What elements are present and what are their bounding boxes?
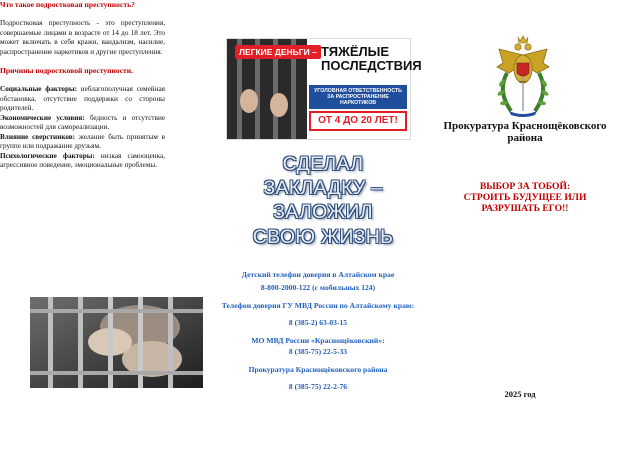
slogan-line4: СВОЮ ЖИЗНЬ xyxy=(252,225,394,248)
org-line1: Прокуратура Краснощёковского xyxy=(443,120,607,132)
choice-line2: СТРОИТЬ БУДУЩЕЕ ИЛИ xyxy=(463,192,587,204)
economic-factors xyxy=(0,114,165,133)
helpline-contacts xyxy=(218,270,418,392)
psych-label: Психологические факторы: xyxy=(0,151,95,160)
drug-warning-banner xyxy=(226,38,422,140)
years-label: ОТ 4 ДО 20 ЛЕТ! xyxy=(309,111,407,131)
peer-influence xyxy=(0,133,165,152)
jail-bars-photo xyxy=(30,297,203,388)
mvd-title: Телефон доверия ГУ МВД России по Алтайскому краю: xyxy=(221,300,415,310)
criminal-liability-label: УГОЛОВНАЯ ОТВЕТСТВЕННОСТЬ ЗА РАСПРОСТРАНЕНИЕ НАРКОТИКОВ xyxy=(309,85,407,109)
choice-line1: ВЫБОР ЗА ТОБОЙ: xyxy=(479,181,571,192)
slogan xyxy=(248,152,398,249)
slogan-line1: СДЕЛАЛ xyxy=(282,153,364,175)
mvd-phone: 8 (385-2) 63-03-15 xyxy=(288,318,348,328)
local-mvd-title: МО МВД России «Краснощёковский»: xyxy=(251,335,385,345)
social-text: неблагополучная семейная обстановка, отсутствие поддержки со стороны родителей. xyxy=(0,85,165,113)
economic-label: Экономические условия: xyxy=(0,113,85,122)
left-column xyxy=(0,0,165,171)
prosecutor-phone: 8 (385-75) 22-2-76 xyxy=(288,382,348,392)
economic-text: бедность и отсутствие возможностей для самореализации. xyxy=(0,113,166,132)
choice-line3: РАЗРУШАТЬ ЕГО!! xyxy=(481,203,569,215)
prosecutor-title: Прокуратура Краснощёковского района xyxy=(248,364,388,374)
year-label: 2025 год xyxy=(504,389,536,399)
psych-text: низкая самооценка, агрессивное поведение, эмоциональные проблемы. xyxy=(0,151,165,170)
easy-money-label: ЛЕГКИЕ ДЕНЬГИ – xyxy=(235,45,321,59)
social-label: Социальные факторы: xyxy=(0,85,77,94)
prosecutor-emblem-icon xyxy=(493,33,553,119)
choice-slogan xyxy=(440,181,610,214)
child-line-phone: 8-800-2000-122 (с мобильных 124) xyxy=(260,283,376,293)
heavy-line1: ТЯЖЁЛЫЕ xyxy=(321,44,390,59)
org-title xyxy=(430,121,620,144)
slogan-line3: ЗАЛОЖИЛ xyxy=(273,201,373,224)
peers-text: желание быть принятым в группе или подражание друзьям. xyxy=(0,132,166,151)
social-factors xyxy=(0,85,165,114)
heavy-line2: ПОСЛЕДСТВИЯ xyxy=(321,57,422,73)
heavy-consequences xyxy=(321,45,422,72)
org-line2: района xyxy=(507,131,543,144)
slogan-line2: ЗАКЛАДКУ – xyxy=(263,177,383,200)
peers-label: Влияние сверстников: xyxy=(0,132,76,141)
definition-text: Подростковая преступность - это преступления, совершаемые лицами в возрасте от 14 до 18 лет. Это может включать в себя кражи, вандализм, насилие, распространение наркотиков и другие преступления. xyxy=(0,19,165,56)
child-line-title: Детский телефон доверия в Алтайском крае xyxy=(241,270,395,279)
heading-what-is: Что такое подростковая преступность? xyxy=(0,0,135,9)
psych-factors xyxy=(0,152,165,171)
local-mvd-phone: 8 (385-75) 22-5-33 xyxy=(288,347,348,357)
heading-causes: Причины подростковой преступности. xyxy=(0,66,134,76)
